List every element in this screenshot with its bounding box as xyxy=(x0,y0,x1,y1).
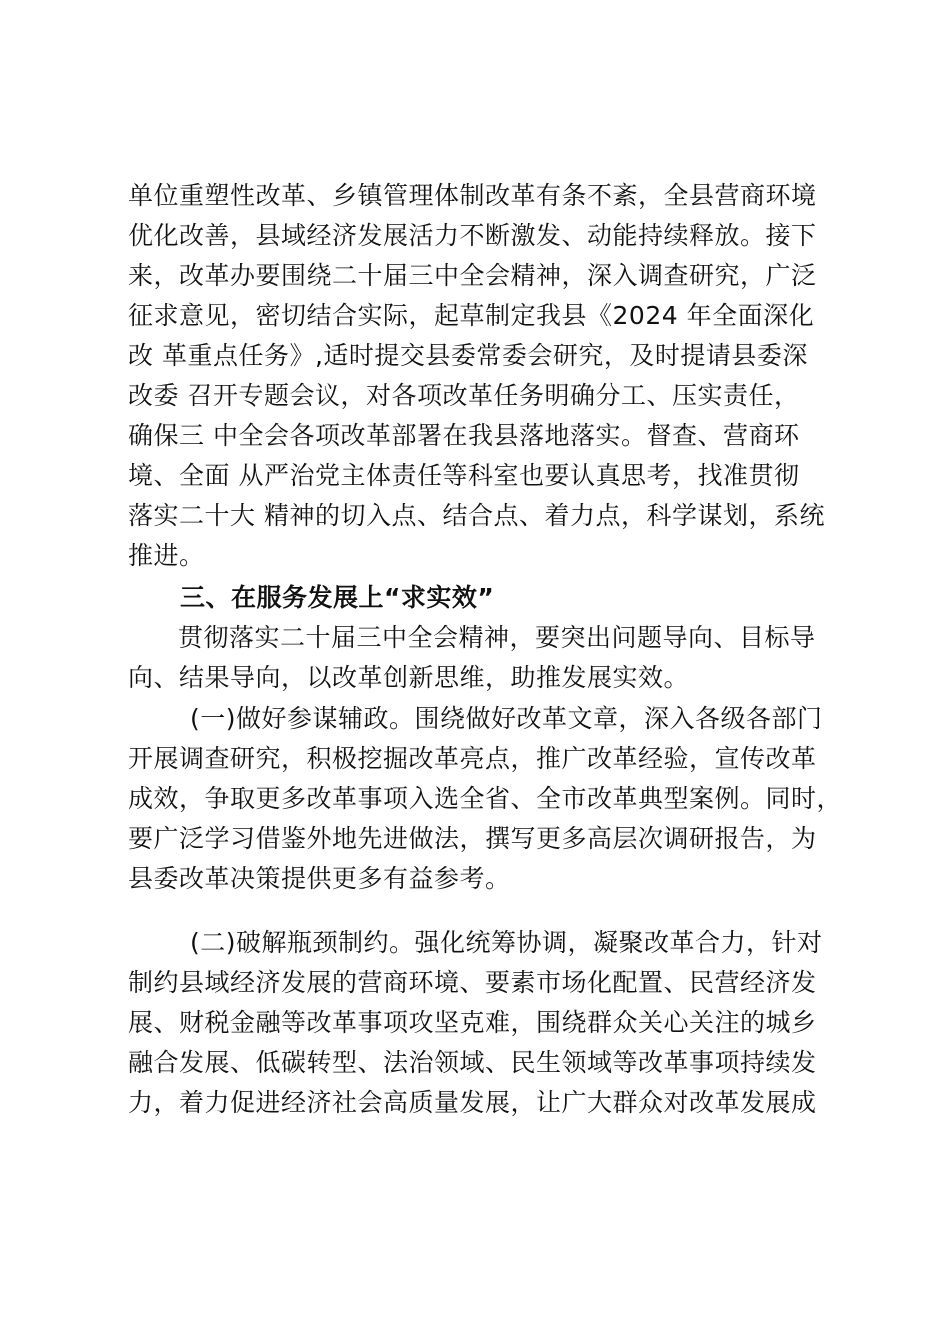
body-text-line: 征求意见，密切结合实际，起草制定我县《2024 年全面深化 xyxy=(128,301,815,330)
body-text-line: 向、结果导向，以改革创新思维，助推发展实效。 xyxy=(128,663,690,692)
section-heading: 三、在服务发展上“求实效” xyxy=(180,583,495,612)
body-text-line: 贯彻落实二十届三中全会精神，要突出问题导向、目标导 xyxy=(178,623,816,652)
body-text-line: 开展调查研究，积极挖掘改革亮点，推广改革经验，宣传改革 xyxy=(128,744,817,773)
body-text-line: 来，改革办要围绕二十届三中全会精神，深入调查研究，广泛 xyxy=(128,261,817,290)
subsection-paragraph-start: (一)做好参谋辅政。围绕做好改革文章，深入各级各部门 xyxy=(190,704,823,733)
body-text-line: 落实二十大 精神的切入点、结合点、着力点，科学谋划，系统 xyxy=(128,501,825,530)
body-text-line: 融合发展、低碳转型、法治领域、民生领域等改革事项持续发 xyxy=(128,1048,817,1077)
body-text-line: 境、全面 从严治党主体责任等科室也要认真思考，找准贯彻 xyxy=(128,461,800,490)
body-text-line: 单位重塑性改革、乡镇管理体制改革有条不紊，全县营商环境 xyxy=(128,181,817,210)
body-text-line: 推进。 xyxy=(128,541,205,570)
body-text-line: 制约县域经济发展的营商环境、要素市场化配置、民营经济发 xyxy=(128,968,817,997)
body-text-line: 确保三 中全会各项改革部署在我县落地落实。督查、营商环 xyxy=(128,421,800,450)
body-text-line: 展、财税金融等改革事项攻坚克难，围绕群众关心关注的城乡 xyxy=(128,1008,817,1037)
body-text-line: 成效，争取更多改革事项入选全省、全市改革典型案例。同时， xyxy=(128,784,843,813)
body-text-line: 县委改革决策提供更多有益参考。 xyxy=(128,864,511,893)
body-text-line: 改 革重点任务》,适时提交县委常委会研究，及时提请县委深 xyxy=(128,341,808,370)
body-text-line: 优化改善，县域经济发展活力不断激发、动能持续释放。接下 xyxy=(128,221,817,250)
body-text-line: 改委 召开专题会议，对各项改革任务明确分工、压实责任， xyxy=(128,381,800,410)
subsection-paragraph-start: (二)破解瓶颈制约。强化统筹协调，凝聚改革合力，针对 xyxy=(190,928,823,957)
body-text-line: 要广泛学习借鉴外地先进做法，撰写更多高层次调研报告，为 xyxy=(128,824,817,853)
body-text-line: 力，着力促进经济社会高质量发展，让广大群众对改革发展成 xyxy=(128,1088,817,1117)
